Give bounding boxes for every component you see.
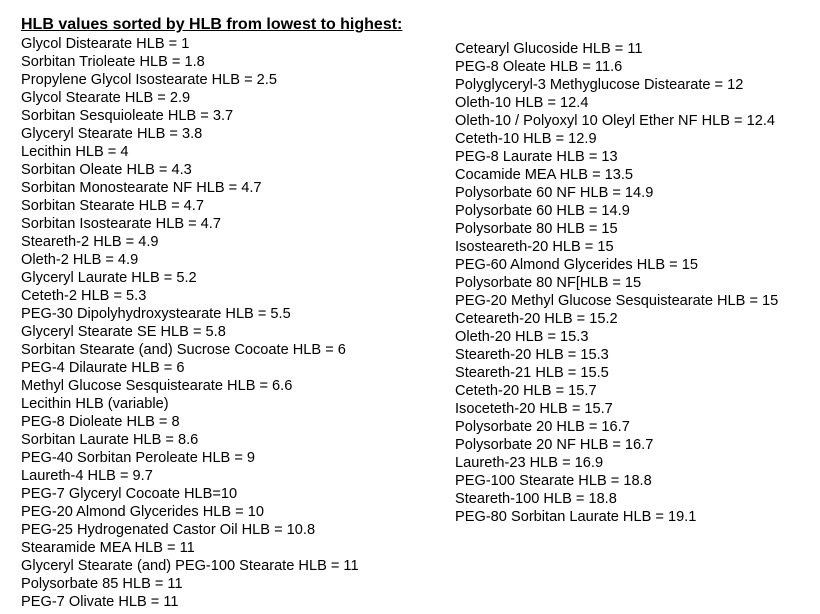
- hlb-entry: Oleth-10 / Polyoxyl 10 Oleyl Ether NF HLB = 12.4: [455, 113, 775, 129]
- hlb-entry: Sorbitan Monostearate NF HLB = 4.7: [21, 180, 262, 196]
- hlb-entry: Sorbitan Stearate (and) Sucrose Cocoate HLB = 6: [21, 342, 346, 358]
- hlb-entry: Glyceryl Stearate (and) PEG-100 Stearate HLB = 11: [21, 558, 359, 574]
- hlb-entry: PEG-20 Methyl Glucose Sesquistearate HLB = 15: [455, 293, 779, 309]
- hlb-entry: PEG-4 Dilaurate HLB = 6: [21, 360, 185, 376]
- hlb-entry: Glyceryl Stearate HLB = 3.8: [21, 126, 203, 142]
- hlb-entry: Polysorbate 80 HLB = 15: [455, 221, 618, 237]
- hlb-entry: Steareth-20 HLB = 15.3: [455, 347, 609, 363]
- hlb-entry: Lecithin HLB (variable): [21, 396, 169, 412]
- hlb-entry: Polysorbate 20 HLB = 16.7: [455, 419, 630, 435]
- hlb-entry: Polysorbate 20 NF HLB = 16.7: [455, 437, 654, 453]
- hlb-entry: Propylene Glycol Isostearate HLB = 2.5: [21, 72, 277, 88]
- hlb-entry: Oleth-20 HLB = 15.3: [455, 329, 589, 345]
- hlb-entry: Polysorbate 60 HLB = 14.9: [455, 203, 630, 219]
- hlb-entry: PEG-40 Sorbitan Peroleate HLB = 9: [21, 450, 256, 466]
- hlb-entry: Glycol Distearate HLB = 1: [21, 36, 190, 52]
- page-heading: HLB values sorted by HLB from lowest to highest:: [21, 16, 403, 33]
- hlb-entry: Sorbitan Isostearate HLB = 4.7: [21, 216, 221, 232]
- hlb-entry: Isosteareth-20 HLB = 15: [455, 239, 614, 255]
- hlb-entry: Glyceryl Stearate SE HLB = 5.8: [21, 324, 226, 340]
- hlb-entry: PEG-80 Sorbitan Laurate HLB = 19.1: [455, 509, 697, 525]
- hlb-entry: Polysorbate 85 HLB = 11: [21, 576, 183, 592]
- hlb-entry: Polysorbate 80 NF[HLB = 15: [455, 275, 642, 291]
- hlb-entry: PEG-20 Almond Glycerides HLB = 10: [21, 504, 264, 520]
- hlb-entry: Lecithin HLB = 4: [21, 144, 129, 160]
- hlb-list-right-column: [455, 40, 778, 526]
- hlb-entry: Sorbitan Laurate HLB = 8.6: [21, 432, 199, 448]
- hlb-entry: Stearamide MEA HLB = 11: [21, 540, 195, 556]
- hlb-entry: Sorbitan Oleate HLB = 4.3: [21, 162, 192, 178]
- hlb-entry: Oleth-2 HLB = 4.9: [21, 252, 139, 268]
- hlb-entry: Sorbitan Stearate HLB = 4.7: [21, 198, 204, 214]
- hlb-entry: Laureth-23 HLB = 16.9: [455, 455, 604, 471]
- hlb-entry: PEG-60 Almond Glycerides HLB = 15: [455, 257, 698, 273]
- hlb-entry: PEG-30 Dipolyhydroxystearate HLB = 5.5: [21, 306, 291, 322]
- hlb-entry: Steareth-2 HLB = 4.9: [21, 234, 159, 250]
- hlb-entry: Cocamide MEA HLB = 13.5: [455, 167, 634, 183]
- hlb-entry: Polyglyceryl-3 Methyglucose Distearate = 12: [455, 77, 744, 93]
- hlb-entry: PEG-100 Stearate HLB = 18.8: [455, 473, 652, 489]
- hlb-list-left-column: [21, 35, 359, 611]
- hlb-entry: Laureth-4 HLB = 9.7: [21, 468, 153, 484]
- hlb-entry: PEG-25 Hydrogenated Castor Oil HLB = 10.8: [21, 522, 316, 538]
- hlb-entry: Glyceryl Laurate HLB = 5.2: [21, 270, 197, 286]
- hlb-entry: PEG-7 Olivate HLB = 11: [21, 594, 179, 610]
- hlb-entry: Sorbitan Trioleate HLB = 1.8: [21, 54, 205, 70]
- hlb-entry: Ceteth-2 HLB = 5.3: [21, 288, 147, 304]
- hlb-entry: Polysorbate 60 NF HLB = 14.9: [455, 185, 654, 201]
- hlb-entry: Ceteareth-20 HLB = 15.2: [455, 311, 618, 327]
- hlb-entry: PEG-8 Laurate HLB = 13: [455, 149, 618, 165]
- hlb-entry: Isoceteth-20 HLB = 15.7: [455, 401, 613, 417]
- hlb-entry: Sorbitan Sesquioleate HLB = 3.7: [21, 108, 234, 124]
- hlb-entry: PEG-8 Dioleate HLB = 8: [21, 414, 180, 430]
- hlb-entry: Cetearyl Glucoside HLB = 11: [455, 41, 643, 57]
- hlb-entry: Steareth-100 HLB = 18.8: [455, 491, 617, 507]
- hlb-entry: Steareth-21 HLB = 15.5: [455, 365, 609, 381]
- hlb-entry: Ceteth-10 HLB = 12.9: [455, 131, 597, 147]
- hlb-entry: Ceteth-20 HLB = 15.7: [455, 383, 597, 399]
- hlb-entry: PEG-8 Oleate HLB = 11.6: [455, 59, 623, 75]
- hlb-entry: Glycol Stearate HLB = 2.9: [21, 90, 191, 106]
- hlb-entry: PEG-7 Glyceryl Cocoate HLB=10: [21, 486, 238, 502]
- hlb-entry: Methyl Glucose Sesquistearate HLB = 6.6: [21, 378, 293, 394]
- hlb-entry: Oleth-10 HLB = 12.4: [455, 95, 589, 111]
